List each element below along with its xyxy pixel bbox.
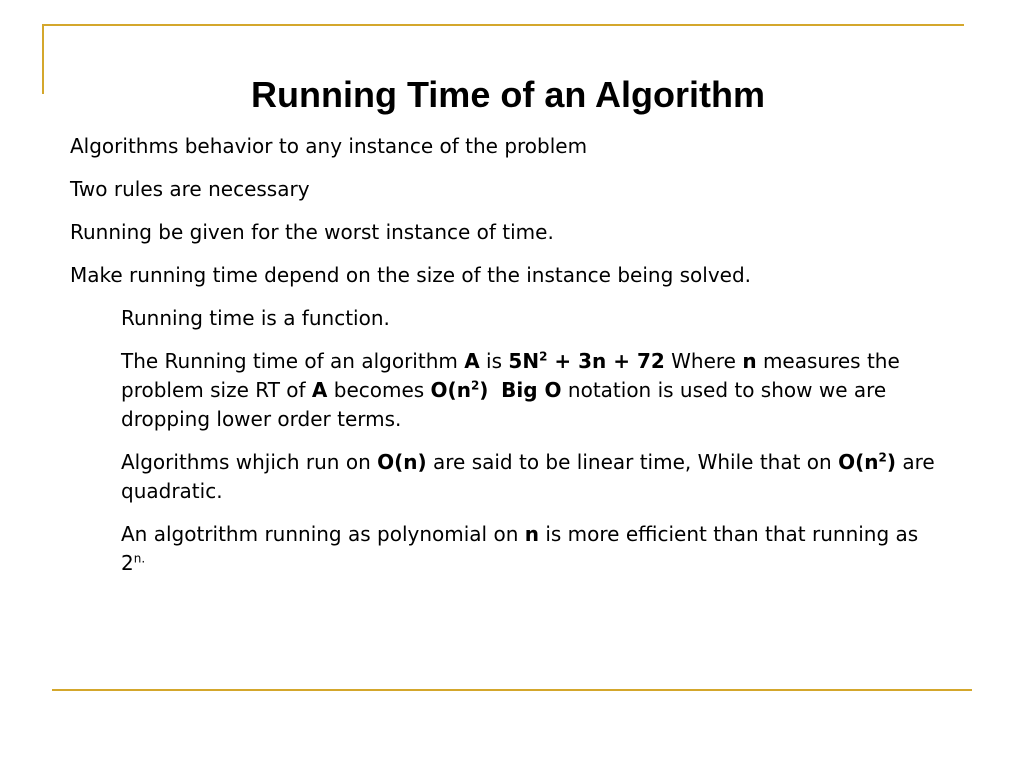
big-o-exponent: 2	[470, 378, 480, 393]
sub-point-function: Running time is a function.	[121, 306, 390, 330]
bottom-rule	[52, 689, 972, 691]
text: measures the problem size RT of	[121, 349, 900, 402]
variable-n: n	[742, 349, 757, 373]
sub-point-linear-quadratic	[121, 448, 941, 506]
big-o-part: )	[479, 378, 489, 402]
formula-part: 5N	[508, 349, 540, 373]
algorithm-name: A	[464, 349, 480, 373]
formula-part: + 3n + 72	[547, 349, 665, 373]
bullet-point-1: Algorithms behavior to any instance of the problem	[70, 134, 588, 158]
text: are said to be linear time, While that on	[426, 450, 839, 474]
text	[488, 378, 501, 402]
algorithm-name: A	[311, 378, 328, 402]
text: notation is used to show we are dropping lower order terms.	[121, 378, 887, 431]
bullet-point-4: Make running time depend on the size of the instance being solved.	[70, 263, 752, 287]
exponent-n: n.	[133, 551, 146, 566]
top-rule	[42, 24, 964, 26]
sub-point-running-time	[121, 347, 941, 434]
text: Where	[664, 349, 743, 373]
text: are quadratic.	[121, 450, 935, 503]
slide-title: Running Time of an Algorithm	[251, 74, 765, 115]
sub-point-polynomial	[121, 520, 941, 578]
quadratic-exponent: 2	[878, 450, 887, 465]
bullet-point-3: Running be given for the worst instance of time.	[70, 220, 554, 244]
quadratic-part: O(n	[838, 450, 879, 474]
text: The Running time of an algorithm	[121, 349, 465, 373]
text: is more efficient than that running as 2	[121, 522, 919, 575]
text: Algorithms whjich run on	[121, 450, 378, 474]
big-o-part: O(n	[430, 378, 471, 402]
bullet-point-2: Two rules are necessary	[70, 177, 310, 201]
text: becomes	[327, 378, 431, 402]
big-o-label: Big O	[501, 378, 562, 402]
quadratic-term	[838, 450, 896, 474]
linear-term: O(n)	[377, 450, 427, 474]
formula-exponent: 2	[539, 349, 548, 364]
text: An algotrithm running as polynomial on	[121, 522, 525, 546]
big-o-term	[431, 378, 489, 402]
text: is	[479, 349, 509, 373]
variable-n: n	[524, 522, 539, 546]
slide-body	[70, 132, 950, 592]
quadratic-part: )	[886, 450, 896, 474]
formula	[508, 349, 664, 373]
